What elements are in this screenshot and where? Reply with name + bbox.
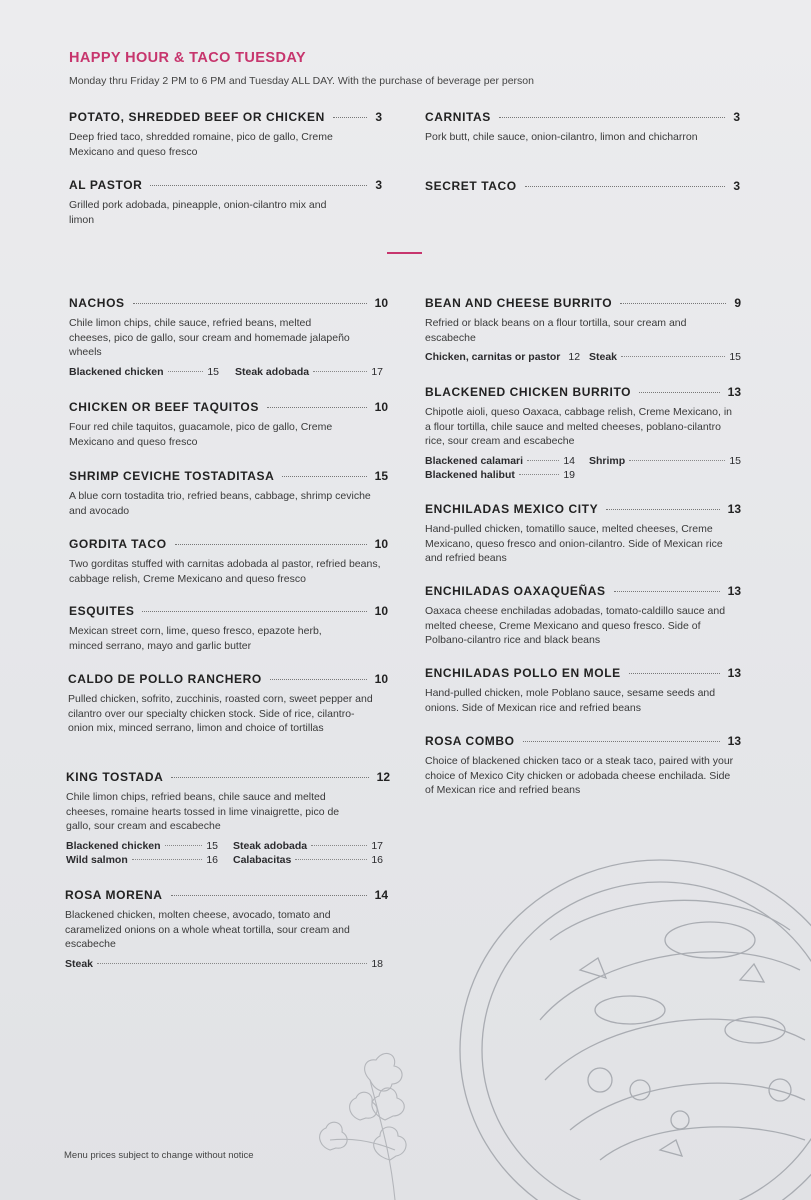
cilantro-sprig-icon [320,1053,406,1200]
item-price: 3 [733,179,740,193]
addon-price: 12 [568,351,581,364]
menu-item-enchiladas-mexico-city [425,502,741,566]
item-description: Refried or black beans on a flour tortilla, sour cream and escabeche [425,317,687,344]
menu-item-esquites [69,604,388,653]
item-description: Oaxaca cheese enchiladas adobadas, tomato-caldillo sauce and melted cheese, Creme Mexicano and queso fresco. Side of Polbano-cilantro rice and black beans [425,605,726,647]
menu-item-secret-taco [425,179,740,193]
leader-dots [313,371,367,372]
addon-name: Blackened chicken [69,365,164,378]
leader-dots [499,117,725,118]
footer-note: Menu prices subject to change without notice [64,1150,254,1161]
item-name: ENCHILADAS POLLO EN MOLE [425,666,621,680]
menu-item-enchiladas-pollo-en-mole [425,666,741,715]
item-name: ENCHILADAS OAXAQUEÑAS [425,584,606,598]
menu-item-caldo-de-pollo [68,672,388,736]
leader-dots [165,845,203,846]
item-name: ENCHILADAS MEXICO CITY [425,502,599,516]
addon-name: Chicken, carnitas or pastor [425,351,561,364]
happy-hour-title: HAPPY HOUR & TACO TUESDAY [69,50,306,66]
item-description: Hand-pulled chicken, mole Poblano sauce, sesame seeds and onions. Side of Mexican rice and refried beans [425,687,716,714]
leader-dots [150,185,367,186]
leader-dots [629,460,725,461]
addon-price: 19 [563,468,575,481]
item-description: Chipotle aioli, queso Oaxaca, cabbage relish, Creme Mexicano, in a flour tortilla, chile sauce and melted cheeses, poblano-cilantro rice, sour cream and escabeche [425,406,732,448]
item-description: Grilled pork adobada, pineapple, onion-cilantro mix and limon [69,199,327,226]
addon-price: 16 [206,853,218,866]
item-description: Chile limon chips, chile sauce, refried beans, melted cheeses, pico de gallo, sour cream and homemade jalapeño wheels [69,317,350,359]
item-name: SECRET TACO [425,179,517,193]
leader-dots [333,117,367,118]
addon-price: 15 [729,454,741,467]
menu-item-taquitos [69,400,388,449]
addon-name: Blackened calamari [425,454,524,467]
item-description: Deep fried taco, shredded romaine, pico de gallo, Creme Mexicano and queso fresco [69,131,333,158]
leader-dots [519,474,559,475]
leader-dots [132,859,203,860]
item-description: Pulled chicken, sofrito, zucchinis, roasted corn, sweet pepper and cilantro over our specialty chicken stock. Side of rice, cilantro-onion mix, minced serrano, limon and choice of tortillas [68,693,373,735]
leader-dots [606,509,719,510]
item-name: BEAN AND CHEESE BURRITO [425,296,613,310]
item-name: ROSA COMBO [425,734,515,748]
item-description: Mexican street corn, lime, queso fresco, epazote herb, minced serrano, mayo and garlic butter [69,625,322,652]
leader-dots [133,303,367,304]
item-name: CALDO DE POLLO RANCHERO [68,672,262,686]
menu-item-shrimp-ceviche [69,469,388,518]
item-description: Blackened chicken, molten cheese, avocado, tomato and caramelized onions on a whole wheat tortilla, sour cream and escabeche [65,909,350,951]
addon-price: 15 [207,365,219,378]
item-price: 13 [727,666,741,680]
leader-dots [270,679,367,680]
leader-dots [175,544,367,545]
item-name: POTATO, SHREDDED BEEF OR CHICKEN [69,110,325,124]
item-price: 9 [734,296,741,310]
happy-hour-subtitle: Monday thru Friday 2 PM to 6 PM and Tuesday ALL DAY. With the purchase of beverage per person [69,75,534,87]
leader-dots [629,673,720,674]
item-name: BLACKENED CHICKEN BURRITO [425,385,632,399]
item-price: 13 [727,584,741,598]
leader-dots [525,186,726,187]
leader-dots [614,591,720,592]
addon-price: 16 [371,853,383,866]
item-price: 3 [375,110,382,124]
menu-item-potato-taco [69,110,382,159]
addon-name: Steak [65,957,94,970]
item-name: KING TOSTADA [66,770,164,784]
item-name: ESQUITES [69,604,135,618]
menu-item-bean-cheese-burrito [425,296,741,364]
leader-dots [523,741,720,742]
leader-dots [142,611,366,612]
item-description: Four red chile taquitos, guacamole, pico de gallo, Creme Mexicano and queso fresco [69,421,333,448]
addon-name: Blackened chicken [66,839,161,852]
menu-item-al-pastor [69,178,382,227]
item-description: Two gorditas stuffed with carnitas adobada al pastor, refried beans, cabbage relish, Creme Mexicano and queso fresco [69,558,381,585]
item-price: 14 [374,888,388,902]
item-price: 12 [376,770,390,784]
item-description: Pork butt, chile sauce, onion-cilantro, limon and chicharron [425,131,698,143]
item-name: CHICKEN OR BEEF TAQUITOS [69,400,259,414]
addon-name: Calabacitas [233,853,292,866]
item-price: 13 [727,734,741,748]
addon-name: Blackened halibut [425,468,515,481]
item-price: 13 [727,385,741,399]
addon-name: Steak [589,351,618,364]
section-divider [387,252,422,254]
leader-dots [282,476,366,477]
item-price: 13 [727,502,741,516]
item-name: AL PASTOR [69,178,143,192]
addon-row [69,365,388,379]
leader-dots [639,392,720,393]
item-description: A blue corn tostadita trio, refried beans, cabbage, shrimp ceviche and avocado [69,490,371,517]
leader-dots [620,303,726,304]
addon-price: 14 [563,454,575,467]
addon-name: Steak adobada [235,365,310,378]
taco-plate-sketch-icon [300,820,811,1200]
leader-dots [171,777,368,778]
leader-dots [168,371,204,372]
item-price: 3 [375,178,382,192]
addon-price: 15 [729,351,741,364]
item-description: Chile limon chips, refried beans, chile sauce and melted cheeses, romaine hearts tossed in lime vinaigrette, pico de gallo, sour cream and escabeche [66,791,340,833]
item-price: 10 [374,400,388,414]
addon-price: 17 [371,365,383,378]
item-price: 10 [374,296,388,310]
leader-dots [527,460,559,461]
addon-name: Steak adobada [233,839,308,852]
item-price: 10 [374,672,388,686]
item-name: SHRIMP CEVICHE TOSTADITASA [69,469,275,483]
menu-item-carnitas [425,110,740,145]
addon-row [425,468,741,482]
item-price: 15 [374,469,388,483]
item-description: Hand-pulled chicken, tomatillo sauce, melted cheeses, Creme Mexicano, queso fresco and onion-cilantro. Side of Mexican rice and refried beans [425,523,723,565]
addon-row [425,350,741,364]
item-price: 10 [374,604,388,618]
item-price: 3 [733,110,740,124]
addon-name: Shrimp [589,454,626,467]
menu-item-blackened-chicken-burrito [425,385,741,482]
item-description: Choice of blackened chicken taco or a steak taco, paired with your choice of Mexico City chicken or adobada cheese enchilada. Side of Mexican rice and refried beans [425,755,734,797]
menu-item-nachos [69,296,388,379]
menu-item-gordita-taco [69,537,388,586]
item-name: GORDITA TACO [69,537,167,551]
leader-dots [267,407,367,408]
addon-price: 17 [371,839,383,852]
addon-name: Wild salmon [66,853,128,866]
menu-item-enchiladas-oaxaquenas [425,584,741,648]
item-name: ROSA MORENA [65,888,163,902]
addon-row [425,454,741,468]
addon-price: 15 [206,839,218,852]
leader-dots [621,356,725,357]
item-name: NACHOS [69,296,125,310]
menu-item-rosa-combo [425,734,741,798]
item-name: CARNITAS [425,110,491,124]
addon-price: 18 [371,957,383,970]
item-price: 10 [374,537,388,551]
